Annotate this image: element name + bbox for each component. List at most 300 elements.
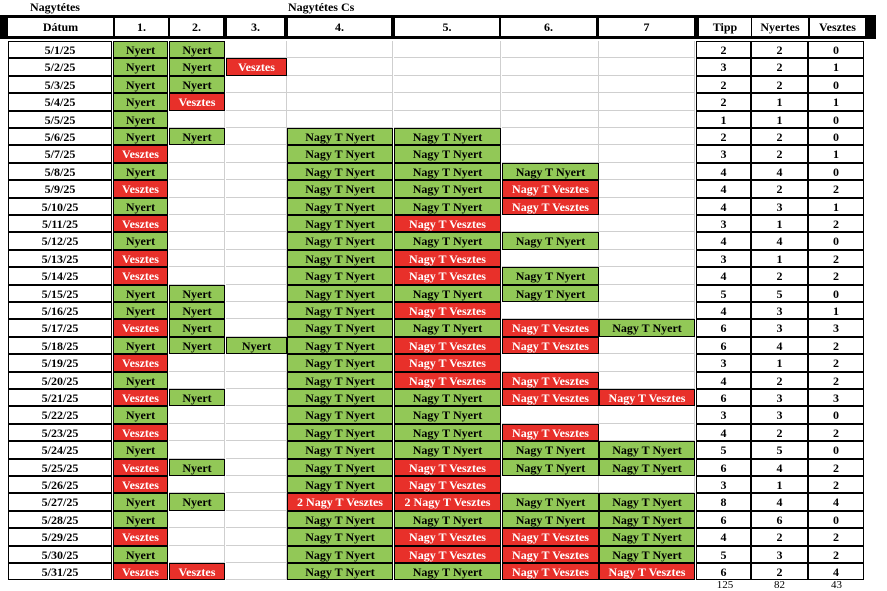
- cell-c5[interactable]: Nagy T Vesztes: [394, 354, 501, 372]
- cell-nyertes[interactable]: 1: [751, 476, 808, 493]
- cell-c1[interactable]: Nyert: [113, 58, 168, 76]
- cell-c7[interactable]: [599, 337, 695, 354]
- cell-c2[interactable]: [169, 232, 225, 250]
- cell-vesztes[interactable]: 2: [808, 476, 864, 493]
- cell-c1[interactable]: Nyert: [113, 111, 168, 128]
- cell-c1[interactable]: Nyert: [113, 76, 168, 93]
- cell-c2[interactable]: [169, 145, 225, 163]
- cell-c7[interactable]: [599, 250, 695, 267]
- cell-c2[interactable]: Vesztes: [169, 563, 225, 580]
- cell-tipp[interactable]: 2: [696, 76, 751, 93]
- cell-c6[interactable]: Nagy T Nyert: [502, 459, 599, 476]
- cell-datum[interactable]: 5/23/25: [8, 424, 112, 441]
- cell-tipp[interactable]: 4: [696, 302, 751, 319]
- cell-c7[interactable]: Nagy T Nyert: [599, 459, 695, 476]
- cell-c7[interactable]: [599, 232, 695, 250]
- cell-nyertes[interactable]: 3: [751, 389, 808, 406]
- cell-c5[interactable]: Nagy T Nyert: [394, 128, 501, 145]
- cell-c6[interactable]: Nagy T Vesztes: [502, 198, 599, 215]
- cell-c2[interactable]: [169, 111, 225, 128]
- cell-nyertes[interactable]: 1: [751, 250, 808, 267]
- cell-c6[interactable]: Nagy T Nyert: [502, 285, 599, 302]
- cell-vesztes[interactable]: 1: [808, 198, 864, 215]
- cell-c4[interactable]: 2 Nagy T Vesztes: [287, 493, 393, 511]
- cell-nyertes[interactable]: 2: [751, 41, 808, 58]
- cell-datum[interactable]: 5/27/25: [8, 493, 112, 511]
- cell-datum[interactable]: 5/1/25: [8, 41, 112, 58]
- cell-c4[interactable]: [287, 93, 393, 111]
- cell-c6[interactable]: [502, 476, 599, 493]
- cell-c1[interactable]: Nyert: [113, 302, 168, 319]
- cell-c1[interactable]: Vesztes: [113, 215, 168, 232]
- cell-nyertes[interactable]: 2: [751, 424, 808, 441]
- cell-c6[interactable]: [502, 250, 599, 267]
- cell-c4[interactable]: Nagy T Nyert: [287, 354, 393, 372]
- cell-tipp[interactable]: 3: [696, 250, 751, 267]
- cell-datum[interactable]: 5/25/25: [8, 459, 112, 476]
- cell-c5[interactable]: Nagy T Nyert: [394, 180, 501, 198]
- cell-c3[interactable]: [226, 563, 287, 580]
- cell-tipp[interactable]: 5: [696, 546, 751, 563]
- cell-datum[interactable]: 5/24/25: [8, 441, 112, 459]
- cell-c2[interactable]: Nyert: [169, 128, 225, 145]
- cell-c5[interactable]: Nagy T Nyert: [394, 232, 501, 250]
- cell-c3[interactable]: [226, 372, 287, 389]
- cell-c6[interactable]: Nagy T Nyert: [502, 267, 599, 285]
- cell-c4[interactable]: Nagy T Nyert: [287, 250, 393, 267]
- cell-tipp[interactable]: 4: [696, 180, 751, 198]
- cell-nyertes[interactable]: 4: [751, 163, 808, 180]
- cell-c5[interactable]: Nagy T Nyert: [394, 406, 501, 424]
- cell-c4[interactable]: Nagy T Nyert: [287, 389, 393, 406]
- cell-c3[interactable]: Nyert: [226, 337, 287, 354]
- cell-c6[interactable]: [502, 215, 599, 232]
- cell-c2[interactable]: [169, 250, 225, 267]
- cell-c1[interactable]: Nyert: [113, 546, 168, 563]
- cell-datum[interactable]: 5/17/25: [8, 319, 112, 337]
- cell-c2[interactable]: [169, 476, 225, 493]
- cell-c2[interactable]: Nyert: [169, 389, 225, 406]
- cell-c3[interactable]: [226, 424, 287, 441]
- cell-c4[interactable]: Nagy T Nyert: [287, 319, 393, 337]
- cell-c5[interactable]: 2 Nagy T Vesztes: [394, 493, 501, 511]
- cell-c3[interactable]: [226, 389, 287, 406]
- cell-vesztes[interactable]: 2: [808, 250, 864, 267]
- cell-c3[interactable]: [226, 76, 287, 93]
- cell-datum[interactable]: 5/29/25: [8, 528, 112, 546]
- cell-c4[interactable]: [287, 76, 393, 93]
- cell-nyertes[interactable]: 3: [751, 198, 808, 215]
- cell-c7[interactable]: [599, 198, 695, 215]
- cell-tipp[interactable]: 2: [696, 41, 751, 58]
- cell-c2[interactable]: [169, 441, 225, 459]
- cell-c4[interactable]: Nagy T Nyert: [287, 372, 393, 389]
- cell-c2[interactable]: [169, 546, 225, 563]
- cell-c7[interactable]: [599, 372, 695, 389]
- cell-vesztes[interactable]: 0: [808, 511, 864, 528]
- cell-tipp[interactable]: 3: [696, 354, 751, 372]
- cell-nyertes[interactable]: 3: [751, 546, 808, 563]
- cell-c1[interactable]: Nyert: [113, 406, 168, 424]
- cell-vesztes[interactable]: 2: [808, 546, 864, 563]
- cell-nyertes[interactable]: 5: [751, 285, 808, 302]
- cell-c2[interactable]: [169, 163, 225, 180]
- cell-c5[interactable]: Nagy T Nyert: [394, 441, 501, 459]
- cell-c5[interactable]: Nagy T Vesztes: [394, 250, 501, 267]
- cell-c3[interactable]: [226, 215, 287, 232]
- cell-c2[interactable]: Vesztes: [169, 93, 225, 111]
- cell-vesztes[interactable]: 2: [808, 372, 864, 389]
- cell-vesztes[interactable]: 0: [808, 441, 864, 459]
- cell-c4[interactable]: Nagy T Nyert: [287, 337, 393, 354]
- cell-c4[interactable]: Nagy T Nyert: [287, 546, 393, 563]
- cell-tipp[interactable]: 6: [696, 459, 751, 476]
- cell-tipp[interactable]: 6: [696, 337, 751, 354]
- cell-c1[interactable]: Vesztes: [113, 250, 168, 267]
- cell-tipp[interactable]: 5: [696, 285, 751, 302]
- cell-datum[interactable]: 5/11/25: [8, 215, 112, 232]
- cell-datum[interactable]: 5/20/25: [8, 372, 112, 389]
- cell-c6[interactable]: Nagy T Nyert: [502, 511, 599, 528]
- cell-nyertes[interactable]: 2: [751, 128, 808, 145]
- cell-c5[interactable]: [394, 58, 501, 76]
- cell-c4[interactable]: Nagy T Nyert: [287, 476, 393, 493]
- cell-c1[interactable]: Nyert: [113, 511, 168, 528]
- cell-c4[interactable]: Nagy T Nyert: [287, 302, 393, 319]
- cell-c1[interactable]: Nyert: [113, 441, 168, 459]
- cell-datum[interactable]: 5/3/25: [8, 76, 112, 93]
- cell-tipp[interactable]: 6: [696, 319, 751, 337]
- cell-c1[interactable]: Nyert: [113, 128, 168, 145]
- cell-c5[interactable]: Nagy T Vesztes: [394, 372, 501, 389]
- cell-vesztes[interactable]: 3: [808, 389, 864, 406]
- cell-c3[interactable]: [226, 302, 287, 319]
- cell-tipp[interactable]: 6: [696, 511, 751, 528]
- cell-c1[interactable]: Nyert: [113, 285, 168, 302]
- cell-nyertes[interactable]: 1: [751, 111, 808, 128]
- cell-c7[interactable]: [599, 424, 695, 441]
- cell-c1[interactable]: Vesztes: [113, 459, 168, 476]
- cell-c2[interactable]: Nyert: [169, 302, 225, 319]
- cell-vesztes[interactable]: 2: [808, 528, 864, 546]
- cell-c6[interactable]: [502, 406, 599, 424]
- cell-datum[interactable]: 5/2/25: [8, 58, 112, 76]
- cell-c6[interactable]: Nagy T Vesztes: [502, 319, 599, 337]
- cell-c2[interactable]: [169, 354, 225, 372]
- cell-tipp[interactable]: 4: [696, 198, 751, 215]
- cell-datum[interactable]: 5/22/25: [8, 406, 112, 424]
- cell-c2[interactable]: Nyert: [169, 285, 225, 302]
- cell-c3[interactable]: [226, 180, 287, 198]
- cell-vesztes[interactable]: 4: [808, 563, 864, 580]
- cell-c5[interactable]: Nagy T Vesztes: [394, 302, 501, 319]
- cell-nyertes[interactable]: 4: [751, 337, 808, 354]
- cell-nyertes[interactable]: 4: [751, 493, 808, 511]
- cell-c1[interactable]: Vesztes: [113, 145, 168, 163]
- cell-c3[interactable]: [226, 41, 287, 58]
- cell-c3[interactable]: [226, 128, 287, 145]
- cell-c1[interactable]: Nyert: [113, 163, 168, 180]
- cell-c6[interactable]: Nagy T Nyert: [502, 232, 599, 250]
- cell-c2[interactable]: Nyert: [169, 459, 225, 476]
- cell-c6[interactable]: Nagy T Vesztes: [502, 546, 599, 563]
- cell-c5[interactable]: [394, 111, 501, 128]
- cell-nyertes[interactable]: 4: [751, 232, 808, 250]
- cell-c1[interactable]: Nyert: [113, 493, 168, 511]
- cell-tipp[interactable]: 4: [696, 528, 751, 546]
- cell-c7[interactable]: Nagy T Vesztes: [599, 563, 695, 580]
- cell-c1[interactable]: Vesztes: [113, 563, 168, 580]
- cell-datum[interactable]: 5/30/25: [8, 546, 112, 563]
- cell-datum[interactable]: 5/5/25: [8, 111, 112, 128]
- cell-c1[interactable]: Vesztes: [113, 354, 168, 372]
- cell-c4[interactable]: Nagy T Nyert: [287, 285, 393, 302]
- cell-tipp[interactable]: 3: [696, 476, 751, 493]
- cell-datum[interactable]: 5/31/25: [8, 563, 112, 580]
- cell-nyertes[interactable]: 4: [751, 459, 808, 476]
- cell-c3[interactable]: [226, 267, 287, 285]
- cell-vesztes[interactable]: 2: [808, 337, 864, 354]
- cell-c5[interactable]: Nagy T Vesztes: [394, 215, 501, 232]
- cell-c7[interactable]: Nagy T Nyert: [599, 511, 695, 528]
- cell-c3[interactable]: [226, 250, 287, 267]
- cell-vesztes[interactable]: 0: [808, 406, 864, 424]
- cell-c3[interactable]: [226, 459, 287, 476]
- cell-c3[interactable]: [226, 198, 287, 215]
- cell-c3[interactable]: [226, 163, 287, 180]
- cell-vesztes[interactable]: 2: [808, 354, 864, 372]
- cell-datum[interactable]: 5/21/25: [8, 389, 112, 406]
- cell-c5[interactable]: Nagy T Vesztes: [394, 267, 501, 285]
- cell-nyertes[interactable]: 2: [751, 76, 808, 93]
- cell-c2[interactable]: [169, 528, 225, 546]
- cell-c4[interactable]: [287, 58, 393, 76]
- cell-datum[interactable]: 5/9/25: [8, 180, 112, 198]
- cell-c2[interactable]: Nyert: [169, 337, 225, 354]
- cell-c3[interactable]: [226, 111, 287, 128]
- cell-c6[interactable]: Nagy T Vesztes: [502, 180, 599, 198]
- cell-c5[interactable]: [394, 41, 501, 58]
- cell-c5[interactable]: Nagy T Nyert: [394, 145, 501, 163]
- cell-c2[interactable]: Nyert: [169, 319, 225, 337]
- cell-c2[interactable]: [169, 424, 225, 441]
- cell-c3[interactable]: [226, 441, 287, 459]
- cell-c4[interactable]: Nagy T Nyert: [287, 563, 393, 580]
- cell-c7[interactable]: [599, 215, 695, 232]
- cell-c6[interactable]: [502, 41, 599, 58]
- cell-c7[interactable]: [599, 76, 695, 93]
- cell-c2[interactable]: [169, 372, 225, 389]
- cell-c7[interactable]: Nagy T Nyert: [599, 441, 695, 459]
- cell-c4[interactable]: Nagy T Nyert: [287, 406, 393, 424]
- cell-nyertes[interactable]: 2: [751, 372, 808, 389]
- cell-datum[interactable]: 5/14/25: [8, 267, 112, 285]
- cell-tipp[interactable]: 3: [696, 406, 751, 424]
- cell-c5[interactable]: Nagy T Nyert: [394, 389, 501, 406]
- cell-c4[interactable]: Nagy T Nyert: [287, 198, 393, 215]
- cell-nyertes[interactable]: 3: [751, 406, 808, 424]
- cell-c5[interactable]: [394, 93, 501, 111]
- cell-c6[interactable]: [502, 145, 599, 163]
- cell-vesztes[interactable]: 2: [808, 459, 864, 476]
- cell-c2[interactable]: [169, 406, 225, 424]
- cell-tipp[interactable]: 6: [696, 389, 751, 406]
- cell-c1[interactable]: Vesztes: [113, 528, 168, 546]
- cell-tipp[interactable]: 1: [696, 111, 751, 128]
- cell-datum[interactable]: 5/12/25: [8, 232, 112, 250]
- cell-tipp[interactable]: 6: [696, 563, 751, 580]
- cell-vesztes[interactable]: 0: [808, 232, 864, 250]
- cell-nyertes[interactable]: 1: [751, 215, 808, 232]
- cell-c4[interactable]: Nagy T Nyert: [287, 128, 393, 145]
- cell-datum[interactable]: 5/8/25: [8, 163, 112, 180]
- cell-vesztes[interactable]: 4: [808, 493, 864, 511]
- cell-c7[interactable]: [599, 285, 695, 302]
- cell-c6[interactable]: Nagy T Vesztes: [502, 424, 599, 441]
- cell-c6[interactable]: [502, 76, 599, 93]
- cell-c5[interactable]: Nagy T Vesztes: [394, 459, 501, 476]
- cell-c1[interactable]: Vesztes: [113, 476, 168, 493]
- cell-c7[interactable]: [599, 267, 695, 285]
- cell-c7[interactable]: [599, 180, 695, 198]
- cell-c4[interactable]: Nagy T Nyert: [287, 180, 393, 198]
- cell-vesztes[interactable]: 2: [808, 215, 864, 232]
- cell-c4[interactable]: Nagy T Nyert: [287, 441, 393, 459]
- cell-c6[interactable]: Nagy T Vesztes: [502, 389, 599, 406]
- cell-c5[interactable]: Nagy T Nyert: [394, 319, 501, 337]
- cell-c4[interactable]: Nagy T Nyert: [287, 215, 393, 232]
- cell-vesztes[interactable]: 0: [808, 76, 864, 93]
- cell-c5[interactable]: Nagy T Nyert: [394, 285, 501, 302]
- cell-c2[interactable]: [169, 198, 225, 215]
- cell-nyertes[interactable]: 2: [751, 528, 808, 546]
- cell-nyertes[interactable]: 2: [751, 58, 808, 76]
- cell-datum[interactable]: 5/6/25: [8, 128, 112, 145]
- cell-c7[interactable]: [599, 476, 695, 493]
- cell-c5[interactable]: Nagy T Vesztes: [394, 528, 501, 546]
- cell-nyertes[interactable]: 2: [751, 563, 808, 580]
- cell-c7[interactable]: [599, 354, 695, 372]
- cell-c3[interactable]: [226, 232, 287, 250]
- cell-vesztes[interactable]: 2: [808, 180, 864, 198]
- cell-tipp[interactable]: 3: [696, 215, 751, 232]
- cell-c3[interactable]: [226, 93, 287, 111]
- cell-nyertes[interactable]: 3: [751, 319, 808, 337]
- cell-c2[interactable]: Nyert: [169, 58, 225, 76]
- cell-datum[interactable]: 5/28/25: [8, 511, 112, 528]
- cell-vesztes[interactable]: 2: [808, 267, 864, 285]
- cell-c4[interactable]: Nagy T Nyert: [287, 528, 393, 546]
- cell-tipp[interactable]: 2: [696, 128, 751, 145]
- cell-c7[interactable]: Nagy T Nyert: [599, 528, 695, 546]
- cell-c6[interactable]: [502, 58, 599, 76]
- cell-vesztes[interactable]: 3: [808, 319, 864, 337]
- cell-c7[interactable]: [599, 58, 695, 76]
- cell-c2[interactable]: Nyert: [169, 41, 225, 58]
- cell-nyertes[interactable]: 1: [751, 354, 808, 372]
- cell-c1[interactable]: Nyert: [113, 198, 168, 215]
- cell-c7[interactable]: Nagy T Nyert: [599, 546, 695, 563]
- cell-c6[interactable]: [502, 93, 599, 111]
- cell-c7[interactable]: [599, 128, 695, 145]
- cell-c6[interactable]: Nagy T Vesztes: [502, 528, 599, 546]
- cell-c7[interactable]: [599, 41, 695, 58]
- cell-c6[interactable]: [502, 128, 599, 145]
- cell-c4[interactable]: Nagy T Nyert: [287, 424, 393, 441]
- cell-tipp[interactable]: 3: [696, 145, 751, 163]
- cell-c6[interactable]: Nagy T Nyert: [502, 441, 599, 459]
- cell-c4[interactable]: Nagy T Nyert: [287, 145, 393, 163]
- cell-c4[interactable]: Nagy T Nyert: [287, 267, 393, 285]
- cell-c7[interactable]: [599, 406, 695, 424]
- cell-c1[interactable]: Nyert: [113, 337, 168, 354]
- cell-tipp[interactable]: 8: [696, 493, 751, 511]
- cell-c7[interactable]: [599, 302, 695, 319]
- cell-c3[interactable]: [226, 493, 287, 511]
- cell-c1[interactable]: Nyert: [113, 41, 168, 58]
- cell-c1[interactable]: Vesztes: [113, 389, 168, 406]
- cell-c5[interactable]: Nagy T Nyert: [394, 424, 501, 441]
- cell-c6[interactable]: Nagy T Vesztes: [502, 372, 599, 389]
- cell-c4[interactable]: Nagy T Nyert: [287, 511, 393, 528]
- cell-c7[interactable]: [599, 163, 695, 180]
- cell-c5[interactable]: Nagy T Vesztes: [394, 476, 501, 493]
- cell-c3[interactable]: [226, 476, 287, 493]
- cell-tipp[interactable]: 4: [696, 163, 751, 180]
- cell-c2[interactable]: Nyert: [169, 76, 225, 93]
- cell-c7[interactable]: [599, 145, 695, 163]
- cell-c5[interactable]: Nagy T Nyert: [394, 563, 501, 580]
- cell-c7[interactable]: Nagy T Nyert: [599, 319, 695, 337]
- cell-c6[interactable]: Nagy T Vesztes: [502, 337, 599, 354]
- cell-nyertes[interactable]: 2: [751, 145, 808, 163]
- cell-c7[interactable]: [599, 111, 695, 128]
- cell-datum[interactable]: 5/16/25: [8, 302, 112, 319]
- cell-vesztes[interactable]: 0: [808, 163, 864, 180]
- cell-c2[interactable]: [169, 267, 225, 285]
- cell-vesztes[interactable]: 1: [808, 93, 864, 111]
- cell-c3[interactable]: [226, 406, 287, 424]
- cell-tipp[interactable]: 3: [696, 58, 751, 76]
- cell-nyertes[interactable]: 2: [751, 267, 808, 285]
- cell-nyertes[interactable]: 5: [751, 441, 808, 459]
- cell-datum[interactable]: 5/15/25: [8, 285, 112, 302]
- cell-tipp[interactable]: 4: [696, 267, 751, 285]
- cell-c4[interactable]: [287, 41, 393, 58]
- cell-c6[interactable]: [502, 302, 599, 319]
- cell-c4[interactable]: [287, 111, 393, 128]
- cell-c3[interactable]: [226, 145, 287, 163]
- cell-c1[interactable]: Nyert: [113, 232, 168, 250]
- cell-c4[interactable]: Nagy T Nyert: [287, 163, 393, 180]
- cell-tipp[interactable]: 5: [696, 441, 751, 459]
- cell-c3[interactable]: [226, 511, 287, 528]
- cell-tipp[interactable]: 4: [696, 424, 751, 441]
- cell-c4[interactable]: Nagy T Nyert: [287, 232, 393, 250]
- cell-vesztes[interactable]: 1: [808, 58, 864, 76]
- cell-c2[interactable]: [169, 180, 225, 198]
- cell-vesztes[interactable]: 1: [808, 302, 864, 319]
- cell-c3[interactable]: [226, 528, 287, 546]
- cell-c3[interactable]: [226, 354, 287, 372]
- cell-c4[interactable]: Nagy T Nyert: [287, 459, 393, 476]
- cell-c7[interactable]: [599, 93, 695, 111]
- cell-datum[interactable]: 5/13/25: [8, 250, 112, 267]
- cell-tipp[interactable]: 4: [696, 232, 751, 250]
- cell-nyertes[interactable]: 6: [751, 511, 808, 528]
- cell-c2[interactable]: Nyert: [169, 493, 225, 511]
- cell-tipp[interactable]: 2: [696, 93, 751, 111]
